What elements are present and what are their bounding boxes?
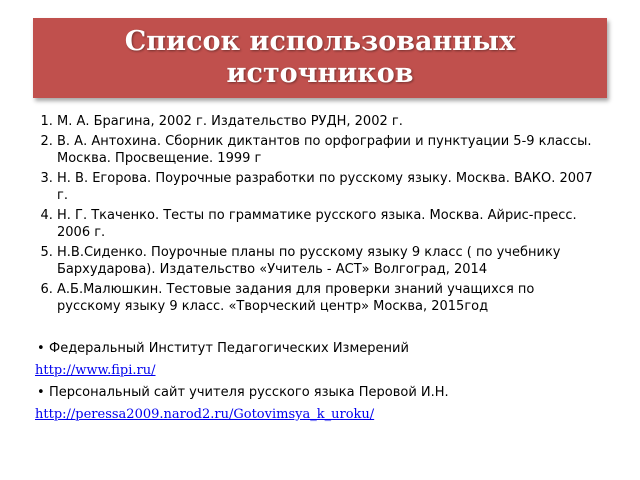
- reference-item: 5. Н.В.Сиденко. Поурочные планы по русскому языку 9 класс ( по учебнику Бархударова). Издательство «Учитель - АСТ» Волгоград, 2014: [57, 244, 597, 278]
- title-banner: [33, 18, 607, 98]
- reference-list: [37, 113, 597, 315]
- link-personal-site[interactable]: http://peressa2009.narod2.ru/Gotovimsya_k_uroku/: [35, 407, 375, 422]
- reference-item: 4. Н. Г. Ткаченко. Тесты по грамматике русского языка. Москва. Айрис-пресс. 2006 г.: [57, 207, 597, 241]
- reference-item: 2. В. А. Антохина. Сборник диктантов по орфографии и пунктуации 5-9 классы. Москва. Просвещение. 1999 г: [57, 133, 597, 167]
- reference-item: 3. Н. В. Егорова. Поурочные разработки по русскому языку. Москва. ВАКО. 2007 г.: [57, 170, 597, 204]
- reference-item: 1. М. А. Брагина, 2002 г. Издательство РУДН, 2002 г.: [57, 113, 597, 130]
- link-fipi[interactable]: http://www.fipi.ru/: [35, 363, 156, 378]
- spacer: [37, 318, 597, 340]
- slide-content: [37, 113, 597, 428]
- reference-item: 6. А.Б.Малюшкин. Тестовые задания для проверки знаний учащихся по русскому языку 9 класс. «Творческий центр» Москва, 2015год: [57, 281, 597, 315]
- resource-label-fipi: • Федеральный Институт Педагогических Измерений: [37, 340, 597, 357]
- slide-title: Список использованных источников: [124, 26, 516, 89]
- resource-label-personal-site: • Персональный сайт учителя русского языка Перовой И.Н.: [37, 384, 597, 401]
